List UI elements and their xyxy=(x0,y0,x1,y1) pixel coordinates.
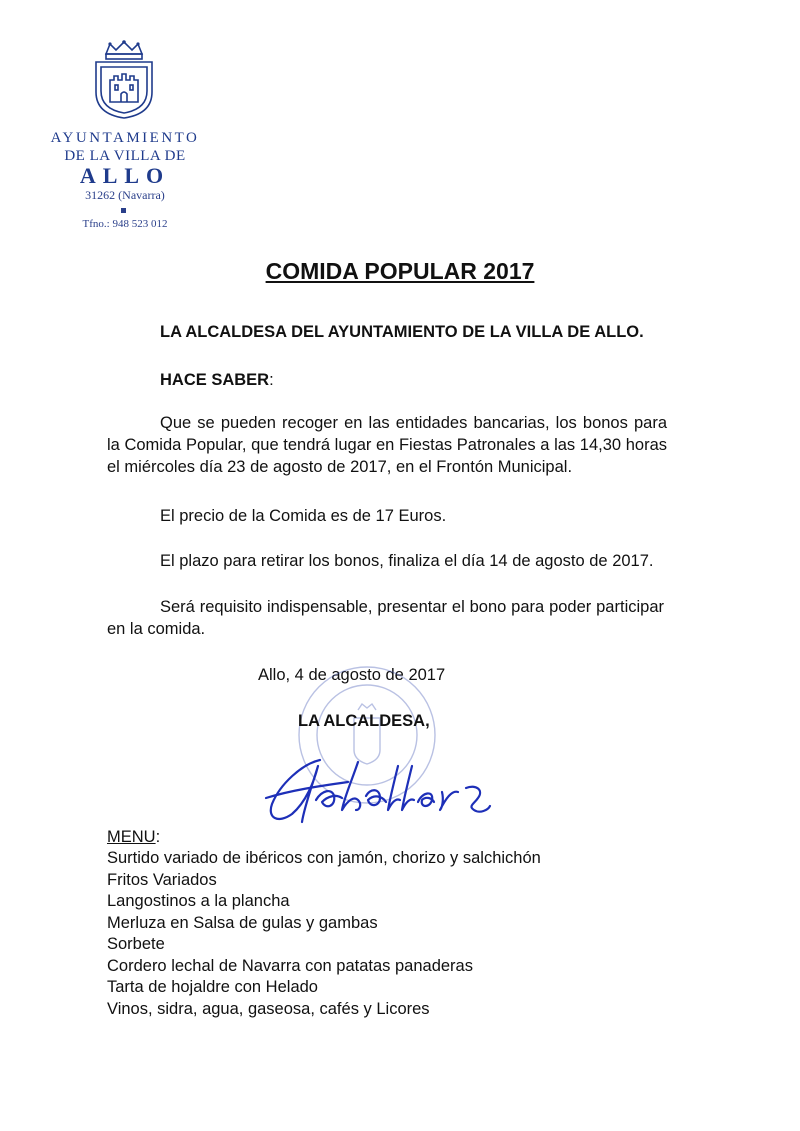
letterhead-divider-dot xyxy=(121,208,126,213)
document-title: COMIDA POPULAR 2017 xyxy=(265,258,535,284)
signature-icon xyxy=(262,752,494,830)
menu-list xyxy=(107,848,541,1020)
letterhead-phone: Tfno.: 948 523 012 xyxy=(82,218,168,230)
paragraph-3: El plazo para retirar los bonos, finaliza el día 14 de agosto de 2017. xyxy=(160,552,654,570)
menu-item: Langostinos a la plancha xyxy=(107,892,290,910)
hace-saber-label: HACE SABER xyxy=(160,371,270,389)
letterhead-postal: 31262 (Navarra) xyxy=(85,188,165,202)
letterhead-line-1: AYUNTAMIENTO xyxy=(50,130,200,146)
letterhead-town: ALLO xyxy=(79,163,171,188)
menu-item: Surtido variado de ibéricos con jamón, chorizo y salchichón xyxy=(107,849,541,867)
paragraph-1: Que se pueden recoger en las entidades bancarias, los bonos para la Comida Popular, que tendrá lugar en Fiestas Patronales a las 14,30 horas el miércoles día 23 de agosto de 2017, en el Frontón Municipal. xyxy=(107,414,667,476)
menu-item: Vinos, sidra, agua, gaseosa, cafés y Licores xyxy=(107,999,430,1018)
letterhead-line-2: DE LA VILLA DE xyxy=(64,148,186,164)
menu-item: Fritos Variados xyxy=(107,870,217,889)
announcer-line: LA ALCALDESA DEL AYUNTAMIENTO DE LA VILLA DE ALLO. xyxy=(160,323,644,341)
castle-crest-icon xyxy=(92,40,156,120)
menu-item: Tarta de hojaldre con Helado xyxy=(107,978,318,996)
menu-heading-line: MENU: xyxy=(107,828,161,846)
hace-saber-line: HACE SABER: xyxy=(160,371,274,389)
paragraph-4: Será requisito indispensable, presentar el bono para poder participar en la comida. xyxy=(107,598,664,638)
menu-heading: MENU xyxy=(107,828,156,846)
date-line: Allo, 4 de agosto de 2017 xyxy=(258,666,446,684)
menu-item: Sorbete xyxy=(107,935,165,953)
signatory-label: LA ALCALDESA, xyxy=(298,712,430,730)
paragraph-2: El precio de la Comida es de 17 Euros. xyxy=(160,507,447,525)
menu-item: Cordero lechal de Navarra con patatas panaderas xyxy=(107,956,473,975)
menu-item: Merluza en Salsa de gulas y gambas xyxy=(107,913,378,932)
